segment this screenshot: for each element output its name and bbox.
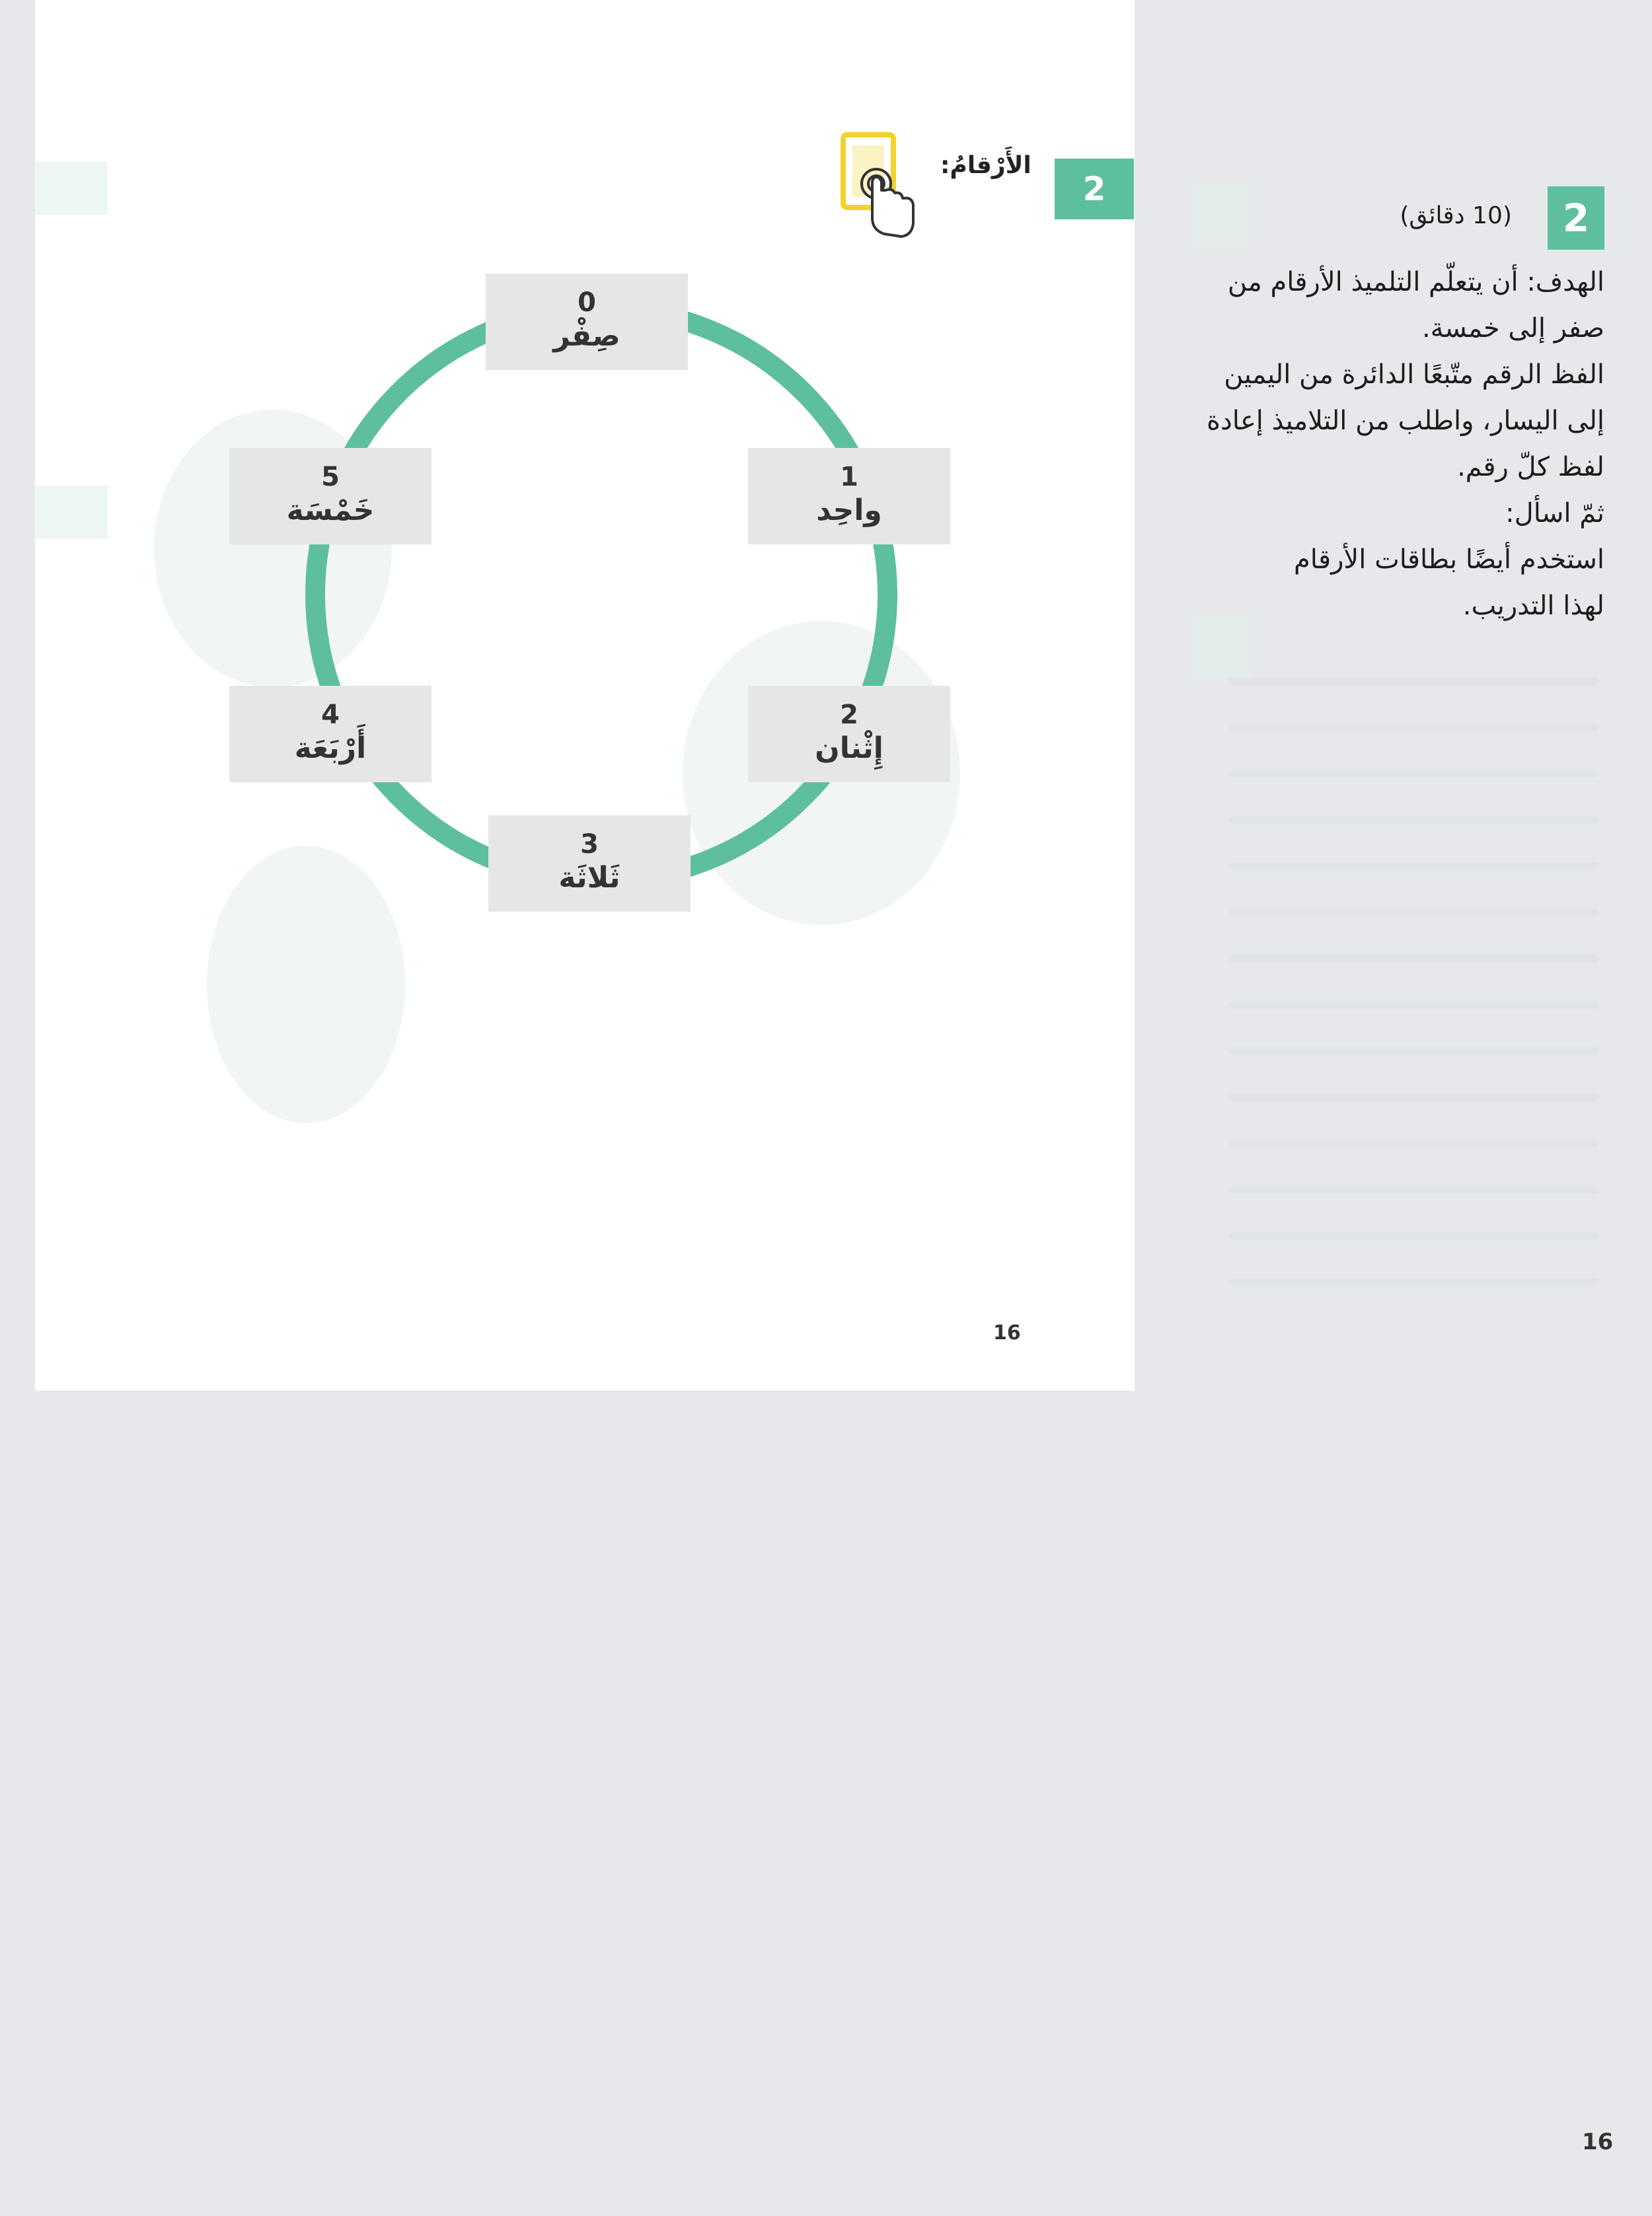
instruction-line: استخدم أيضًا بطاقات الأرقام [1294,544,1604,575]
card-word: إِثْنان [815,731,883,766]
number-card-5 [229,448,432,544]
inset-section-badge: 2 [1055,159,1134,219]
number-card-1 [748,448,950,544]
card-word: خَمْسَة [286,494,375,528]
ghost-badge [35,162,108,215]
inset-page-number: 16 [993,1321,1021,1345]
card-word: واحِد [816,494,882,528]
instruction-line: ثمّ اسأل: [1505,498,1604,529]
card-digit: 5 [321,462,340,493]
number-card-2 [748,686,950,782]
card-digit: 0 [578,287,596,318]
card-digit: 3 [580,829,599,860]
page-number: 16 [1582,2129,1614,2155]
section-badge: 2 [1548,186,1604,250]
number-card-0 [486,274,688,370]
card-digit: 2 [840,700,858,731]
number-card-4 [229,686,432,782]
instruction-line: لفظ كلّ رقم. [1457,452,1604,482]
card-digit: 4 [321,700,340,731]
instruction-line: الهدف: أن يتعلّم التلميذ الأرقام من [1227,267,1604,297]
inset-page [35,0,1135,1391]
ghost-badge [35,486,108,538]
instructions-text [1102,259,1604,629]
instruction-line: صفر إلى خمسة. [1421,313,1604,344]
duration: (10 دقائق) [1400,202,1512,229]
card-word: صِفْر [553,319,620,353]
instruction-line: الفظ الرقم متّبعًا الدائرة من اليمين [1224,359,1604,390]
instruction-line: إلى اليسار، واطلب من التلاميذ إعادة [1206,406,1604,436]
ghost-badge [1193,184,1250,247]
ghost-text [1229,677,1599,1325]
instruction-line: لهذا التدريب. [1462,591,1604,621]
card-digit: 1 [840,462,858,493]
inset-title: الأَرْقامُ: [940,152,1032,179]
number-card-3 [488,815,691,912]
phone-tap-icon [838,131,924,243]
card-word: ثَلاثَة [558,861,620,895]
card-word: أَرْبَعَة [294,731,367,766]
